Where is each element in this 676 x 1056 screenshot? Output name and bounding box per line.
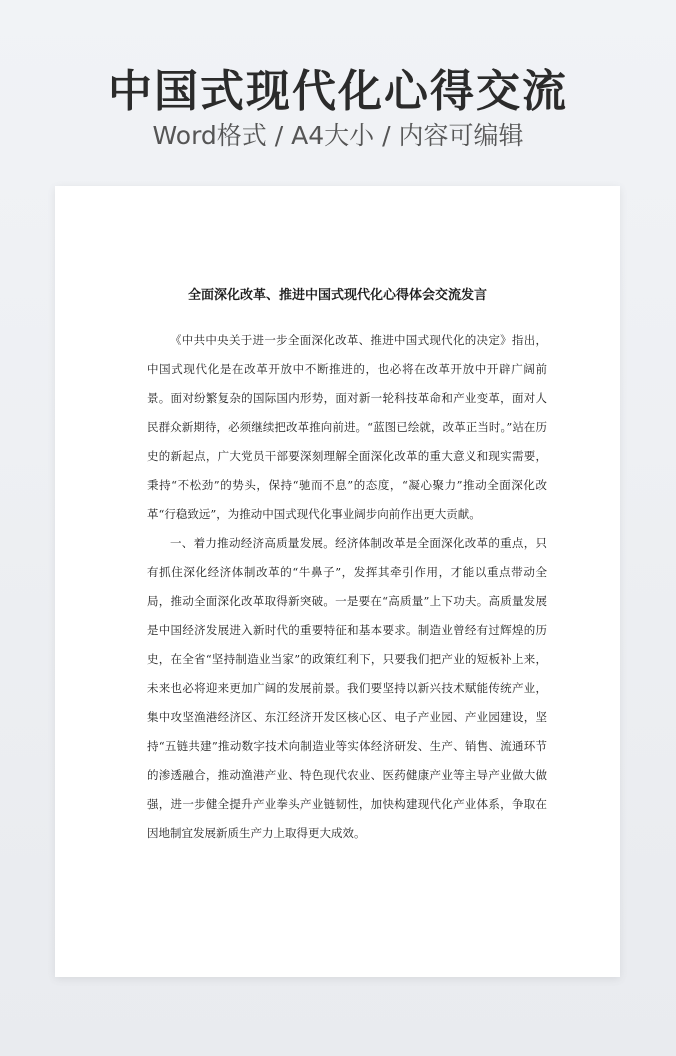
document-page: [55, 186, 620, 977]
banner-subtitle: Word格式 / A4大小 / 内容可编辑: [152, 121, 524, 150]
banner-title: 中国式现代化心得交流: [108, 66, 568, 117]
document-body: [147, 326, 547, 848]
document-title: 全面深化改革、推进中国式现代化心得体会交流发言: [187, 288, 487, 303]
paragraph-economy: 一、着力推动经济高质量发展。经济体制改革是全面深化改革的重点，只有抓住深化经济体制改革的“牛鼻子”，发挥其牵引作用，才能以重点带动全局，推动全面深化改革取得新突破。一是要在“高质量”上下功夫。高质量发展是中国经济发展进入新时代的重要特征和基本要求。制造业曾经有过辉煌的历史，在全省“坚持制造业当家”的政策红利下，只要我们把产业的短板补上来，未来也必将迎来更加广阔的发展前景。我们要坚持以新兴技术赋能传统产业，集中攻坚渔港经济区、东江经济开发区核心区、电子产业园、产业园建设，坚持“五链共建”推动数字技术向制造业等实体经济研发、生产、销售、流通环节的渗透融合，推动渔港产业、特色现代农业、医药健康产业等主导产业做大做强，进一步健全提升产业拳头产业链韧性，加快构建现代化产业体系，争取在因地制宜发展新质生产力上取得更大成效。: [147, 536, 547, 840]
paragraph-intro: 《中共中央关于进一步全面深化改革、推进中国式现代化的决定》指出，中国式现代化是在改革开放中不断推进的，也必将在改革开放中开辟广阔前景。面对纷繁复杂的国际国内形势，面对新一轮科技革命和产业变革，面对人民群众新期待，必须继续把改革推向前进。“蓝图已绘就，改革正当时。”站在历史的新起点，广大党员干部要深刻理解全面深化改革的重大意义和现实需要，秉持“不松劲”的势头，保持“驰而不息”的态度，“凝心聚力”推动全面深化改革“行稳致远”，为推动中国式现代化事业阔步向前作出更大贡献。: [147, 333, 547, 521]
